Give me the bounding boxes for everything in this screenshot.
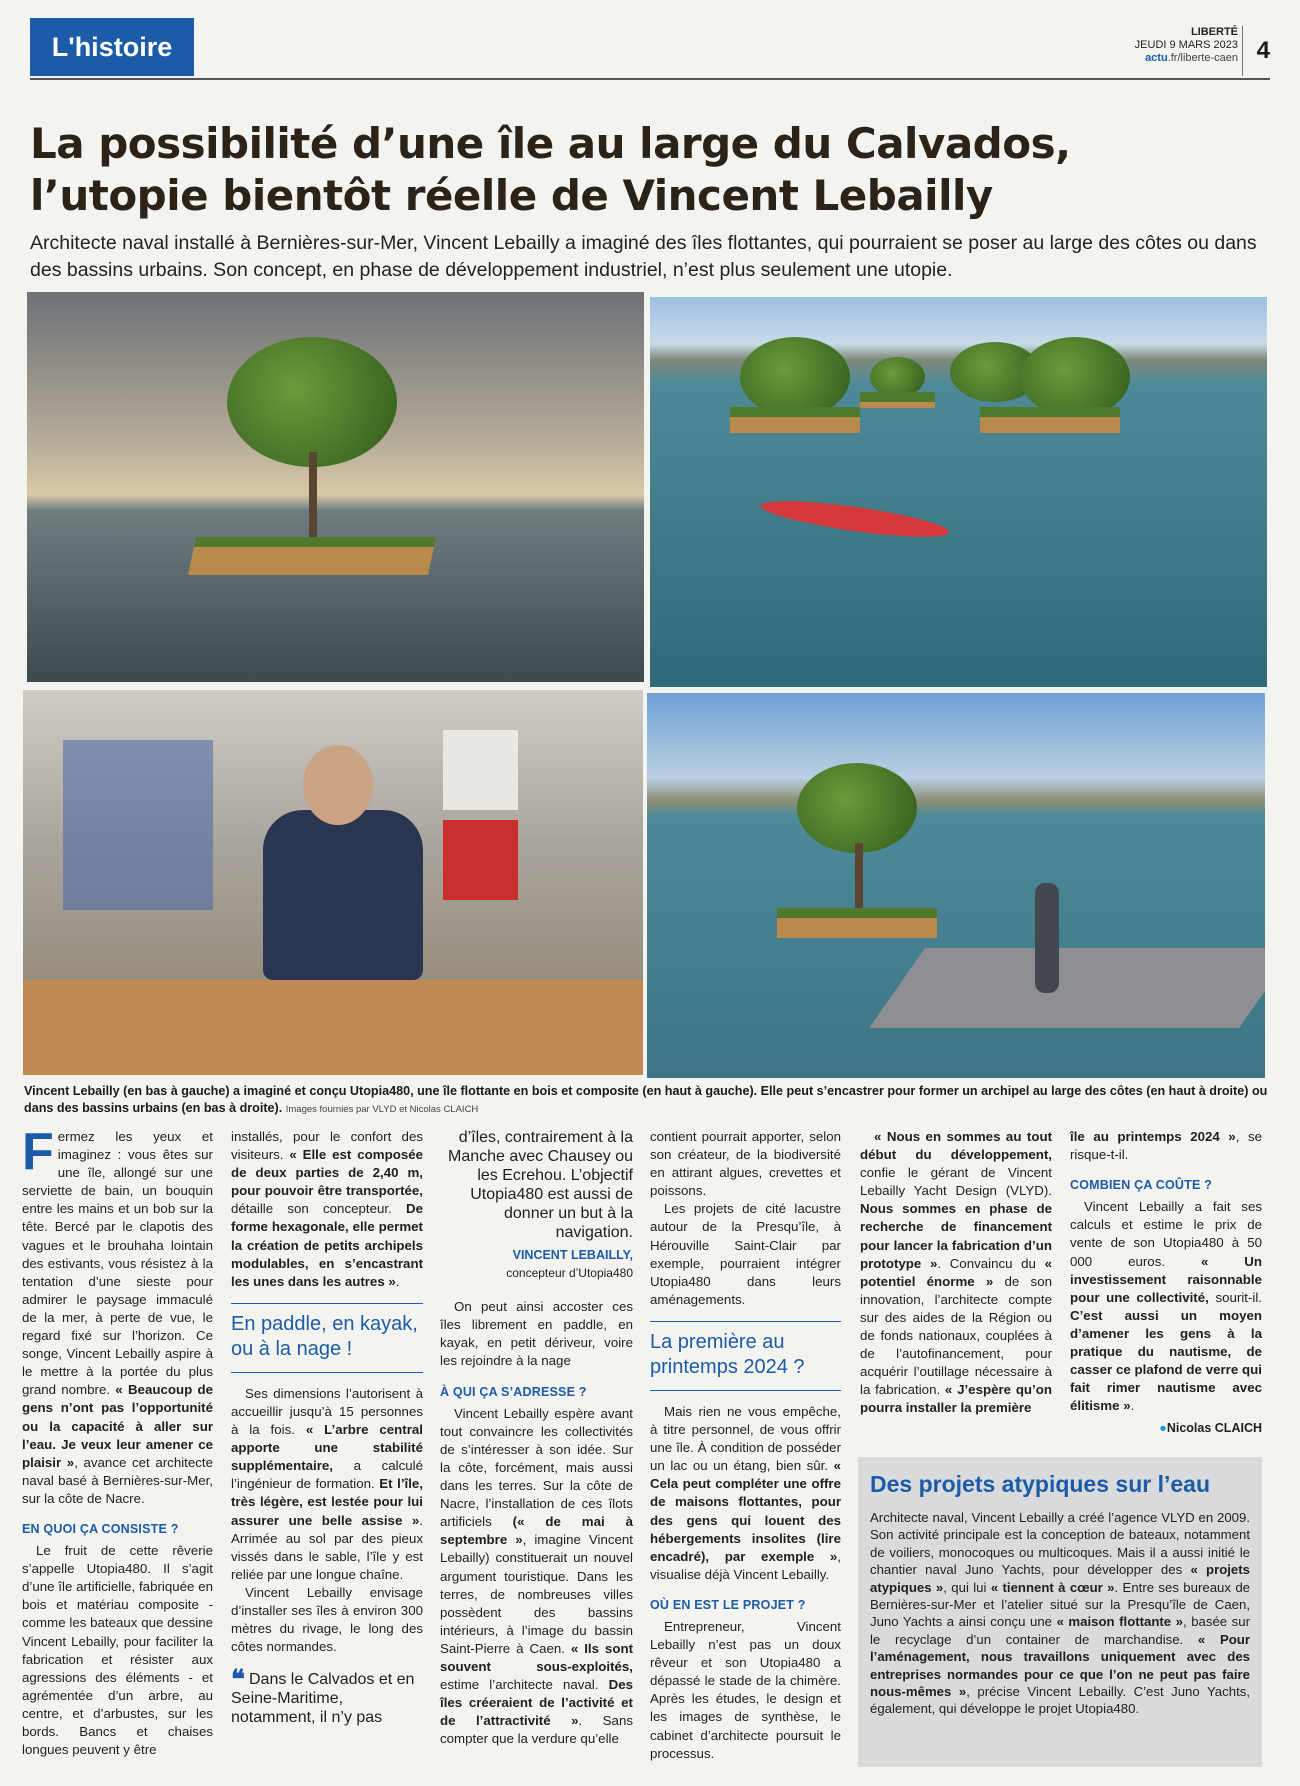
box-text: Architecte naval, Vincent Lebailly a créé l’agence VLYD en 2009. Son activité principale est la conception de bateaux, notamment de voiliers, monocoques ou multicoques. Mais il a aussi initié le chantier naval Juno Yachts, pour développer des « projets atypiques », qui lui « tiennent à cœur ». Entre ses bureaux de Bernières-sur-Mer et l’atelier situé sur la Presqu’île de Caen, Juno Yachts a ainsi conçu une « maison flottante », basée sur le recyclage d’un container de marchandise. « Pour l’aménagement, nous travaillons uniquement avec des entreprises normandes pour ce que l’on ne peut pas faire nous-mêmes », précise Vincent Lebailly. C’est Juno Yachts, également, qui développe le projet Utopia480. — [870, 1510, 1250, 1717]
title-line-1: La possibilité d’une île au large du Calvados, — [30, 119, 1071, 168]
issue-date: JEUDI 9 MARS 2023 — [1134, 39, 1238, 51]
column-3 — [440, 1128, 633, 1748]
column-6 — [1070, 1128, 1262, 1438]
brand-name: LIBERTÉ — [1190, 26, 1238, 38]
photo-caption: Vincent Lebailly (en bas à gauche) a imaginé et conçu Utopia480, une île flottante en bois et composite (en haut à gauche). Elle peut s’encastrer pour former un archipel au large des côtes (en haut à droite) ou dans des bassins urbains (en bas à droite). Images fournies par VLYD et Nicolas CLAICH — [24, 1084, 1268, 1115]
article-lede: Architecte naval installé à Bernières-sur-Mer, Vincent Lebailly a imaginé des îles flottantes, qui pourraient se poser au large des côtes ou dans des bassins urbains. Son concept, en phase de développement industriel, n’est plus seulement une utopie. — [30, 232, 1257, 281]
column-4 — [650, 1128, 841, 1763]
pull-quote-end: d’îles, contrairement à la Manche avec Chausey ou les Ecrehou. L’objectif Utopia480 est aussi de donner un but à la navigation. — [448, 1129, 633, 1241]
bullet-dot-icon: ● — [1159, 1421, 1167, 1436]
box-title: Des projets atypiques sur l’eau — [870, 1471, 1211, 1497]
site-url: actu.fr/liberte-caen — [1145, 52, 1238, 64]
subhead: À QUI ÇA S’ADRESSE ? — [440, 1384, 587, 1399]
quote-mark-icon: ❝ — [231, 1664, 245, 1695]
paragraph: Mais rien ne vous empêche, à titre personnel, de vous offrir une île. À condition de posséder un lac ou un étang, bien sûr. « Cela peut compléter une offre de maisons flottantes, pour des gens qui louent des hébergements insolites (lire encadré), par exemple », visualise déjà Vincent Lebailly. — [650, 1403, 841, 1582]
subhead: EN QUOI ÇA CONSISTE ? — [22, 1521, 179, 1536]
pull-quote-start: ❝ Dans le Calvados et en Seine-Maritime, notamment, il n’y pas — [231, 1664, 415, 1727]
header-rule — [30, 78, 1270, 80]
photo-credit: Images fournies par VLYD et Nicolas CLAICH — [285, 1104, 479, 1115]
intertitle: La première au printemps 2024 ? — [650, 1321, 841, 1391]
column-1 — [22, 1123, 213, 1759]
subhead: COMBIEN ÇA COÛTE ? — [1070, 1178, 1213, 1193]
paragraph: Vincent Lebailly envisage d’installer ses îles à environ 300 mètres du rivage, le long des côtes normandes. — [231, 1584, 423, 1655]
paragraph: installés, pour le confort des visiteurs. « Elle est composée de deux parties de 2,40 m, pour pouvoir être transportée, détaille son concepteur. De forme hexagonale, elle permet la création de petits archipels modulables, en s’encastrant les unes dans les autres ». — [231, 1129, 424, 1289]
column-2 — [231, 1128, 423, 1727]
quote-author: VINCENT LEBAILLY, — [512, 1248, 633, 1262]
column-5 — [860, 1128, 1052, 1418]
paragraph: Vincent Lebailly a fait ses calculs et estime le prix de vente de son Utopia480 à 50 000 euros. « Un investissement raisonnable pour une collectivité, sourit-il. C’est aussi un moyen d’amener les gens à la pratique du nautisme, de casser ce plafond de verre qui fait rimer nautisme avec élitisme ». — [1070, 1199, 1263, 1414]
paragraph: Fermez les yeux et imaginez : vous êtes sur une île, allongé sur une serviette de bain, un bouquin entre les mains et un bob sur la tête. Bercé par le clapotis des vagues et le brouhaha lointain des estivants, vous résistez à la tentation d’une sieste pour admirer le paysage immaculé de la mer, à perte de vue, le regard fixé sur l’horizon. Ce songe, Vincent Lebailly aspire à le mettre à la portée du plus grand nombre. « Beaucoup de gens n’ont pas l’opportunité ou la capacité à aller sur l’eau. Je veux leur amener ce plaisir », avance cet architecte naval basé à Bernières-sur-Mer, sur la côte de Nacre. — [22, 1123, 213, 1506]
paragraph: Les projets de cité lacustre autour de la Presqu’île, à Hérouville Saint-Clair par exemple, pourraient intégrer Utopia480 dans leurs aménagements. — [650, 1201, 841, 1307]
photo-architect-office — [23, 690, 643, 1075]
page-number: 4 — [1242, 26, 1270, 76]
section-rubric: L'histoire — [30, 18, 194, 76]
sidebar-box — [858, 1457, 1262, 1767]
author-signature: ●Nicolas CLAICH — [1159, 1421, 1262, 1436]
paragraph: Le fruit de cette rêverie s’appelle Utopia480. Il s’agit d’une île artificielle, fabriquée en bois et matériau composite - comme les bateaux que dessine Vincent Lebailly, pour faciliter la fabrication et résister aux agressions des éléments - et agrémentée d’un arbre, au centre, et d’arbustes, sur les bords. Bancs et chaises longues peuvent y être — [22, 1543, 213, 1758]
paragraph: île au printemps 2024 », se risque-t-il. — [1070, 1129, 1262, 1163]
paragraph: Vincent Lebailly espère avant tout convaincre les collectivités de s’intéresser à son idée. Sur la côte, forcément, mais aussi dans les terres. Sur la côte de Nacre, l’installation de ces îlots artificiels (« de mai à septembre », imagine Vincent Lebailly) constituerait un nouvel argument touristique. Dans les terres, de nombreuses villes possèdent des bassins intérieurs, à l’image du bassin Saint-Pierre à Caen. « Ils sont souvent sous-exploités, estime l’architecte naval. Des îles créeraient de l’activité et de l’attractivité ». Sans compter que la verdure qu’elle — [440, 1405, 634, 1747]
quote-role: concepteur d’Utopia480 — [506, 1266, 633, 1281]
paragraph: contient pourrait apporter, selon son créateur, de la biodiversité en attirant algues, crevettes et poissons. — [650, 1129, 841, 1199]
paragraph: « Nous en sommes au tout début du développement, confie le gérant de Vincent Lebailly Yacht Design (VLYD). Nous sommes en phase de recherche de financement pour lancer la fabrication d’un prototype ». Convaincu du « potentiel énorme » de son innovation, l’architecte compte sur des aides de la Région ou de fonds nationaux, couplées à de l’autofinancement, pour acquérir l’outillage nécessaire à la fabrication. « J’espère qu’on pourra installer la première — [860, 1129, 1052, 1416]
subhead: OÙ EN EST LE PROJET ? — [650, 1597, 806, 1612]
masthead — [1135, 26, 1238, 65]
paragraph: On peut ainsi accoster ces îles librement en paddle, en kayak, en petit dériveur, voire les rejoindre à la nage — [440, 1299, 633, 1369]
title-line-2: l’utopie bientôt réelle de Vincent Lebailly — [30, 171, 993, 220]
intertitle: En paddle, en kayak, ou à la nage ! — [231, 1303, 423, 1373]
paragraph: Entrepreneur, Vincent Lebailly n’est pas un doux rêveur et son Utopia480 a dépassé le stade de la chimère. Après les études, le design et les images de synthèse, le cabinet d’architecte poursuit le processus. — [650, 1618, 841, 1761]
photo-floating-island-sea — [27, 292, 644, 682]
photo-island-archipelago-kayak — [650, 297, 1267, 687]
photo-island-urban-basin — [647, 693, 1265, 1078]
paragraph: Ses dimensions l’autorisent à accueillir jusqu’à 15 personnes à la fois. « L’arbre central apporte une stabilité supplémentaire, a calculé l’ingénieur de formation. Et l’île, très légère, est lestée pour lui assurer une belle assise ». Arrimée au sol par des pieux vissés dans le sable, l’île y est reliée par une longue chaîne. — [231, 1385, 423, 1582]
drop-cap: F — [22, 1123, 54, 1181]
article-title — [30, 118, 1270, 222]
